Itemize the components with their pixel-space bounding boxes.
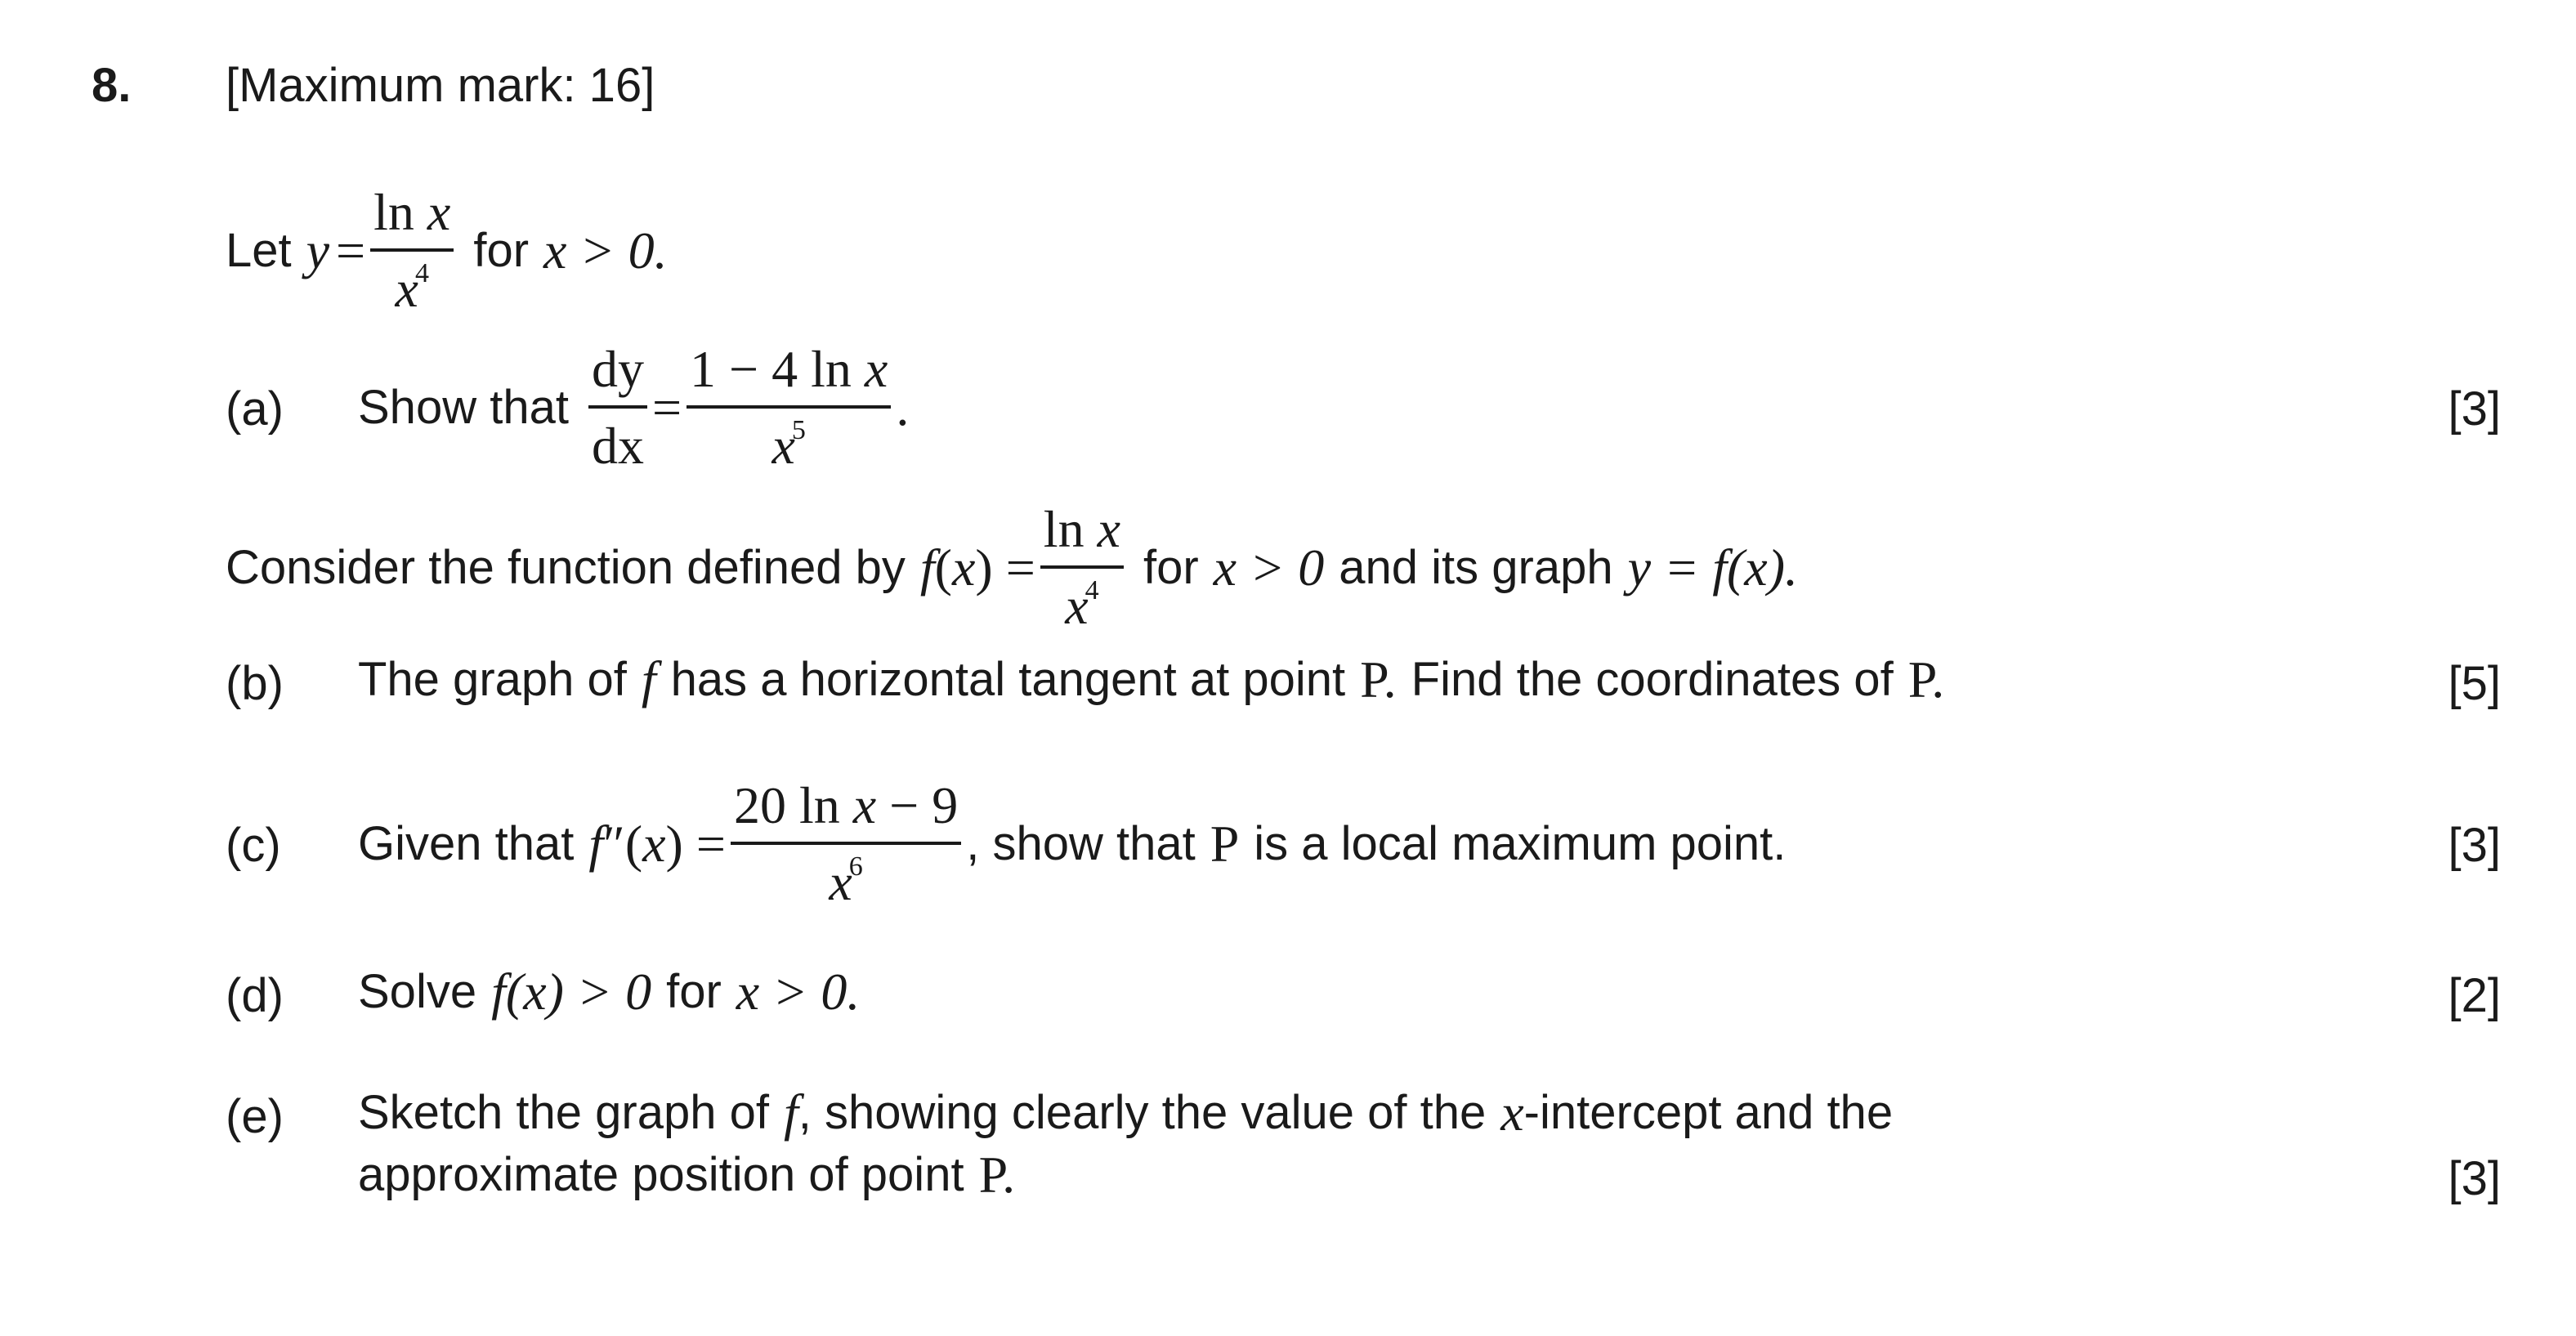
part-b-line xyxy=(358,650,1945,708)
part-b-text-2: has a horizontal tangent at point xyxy=(670,653,1346,706)
part-d-line xyxy=(358,963,861,1021)
part-d-for: for xyxy=(666,965,722,1018)
part-a-marks: [3] xyxy=(2448,382,2501,436)
consider-text-1: Consider the function defined by xyxy=(226,541,906,594)
part-c-fraction-bar xyxy=(731,842,961,845)
part-d-text-1: Solve xyxy=(358,965,477,1018)
part-c-fraction xyxy=(731,776,961,911)
intro-equals: = xyxy=(336,221,366,279)
part-c-text-3: is a local maximum point. xyxy=(1254,817,1787,870)
intro-fraction-numerator: ln x xyxy=(373,183,451,241)
part-b-point-2: P. xyxy=(1907,650,1945,708)
part-d-label: (d) xyxy=(226,969,284,1022)
consider-fraction-numerator: ln x xyxy=(1043,500,1120,558)
consider-line xyxy=(226,500,1799,635)
part-a-fraction-bar xyxy=(686,405,891,409)
part-e-line-1 xyxy=(358,1084,1894,1142)
consider-graph-equation: y = f(x). xyxy=(1627,538,1799,597)
part-e-text-4: approximate position of point xyxy=(358,1148,964,1201)
part-a-denominator: $x^5$ xyxy=(771,414,806,475)
part-c-line xyxy=(358,776,1787,911)
part-e-marks: [3] xyxy=(2448,1152,2501,1205)
part-d-condition: x > 0. xyxy=(736,963,861,1021)
part-c-second-derivative: f″(x) = xyxy=(588,815,726,873)
part-a-dy: dy xyxy=(591,340,644,398)
part-a-derivative-bar xyxy=(588,405,647,409)
question-number: 8. xyxy=(92,59,132,112)
consider-fraction-denominator: $x^4$ xyxy=(1065,574,1099,635)
part-d-inequality: f(x) > 0 xyxy=(491,963,652,1021)
intro-condition: x > 0. xyxy=(543,221,668,279)
part-a-label: (a) xyxy=(226,382,284,436)
consider-fraction-bar xyxy=(1040,565,1124,569)
intro-fraction-bar xyxy=(370,248,454,252)
consider-function-name: f(x) = xyxy=(919,538,1035,597)
part-c-label: (c) xyxy=(226,819,281,872)
part-a-text: Show that xyxy=(358,381,569,434)
part-c-denominator: $x^6$ xyxy=(829,851,863,911)
part-e-text-1: Sketch the graph of xyxy=(358,1086,769,1139)
part-a-dx: dx xyxy=(591,417,644,475)
part-e-point: P. xyxy=(978,1146,1016,1204)
part-b-label: (b) xyxy=(226,657,284,710)
part-e-text-3: -intercept and the xyxy=(1523,1086,1894,1139)
part-e-f: f xyxy=(784,1084,798,1142)
part-a-equals: = xyxy=(651,378,682,436)
part-c-numerator: 20 ln x − 9 xyxy=(733,776,959,834)
part-c-point: P xyxy=(1210,815,1240,873)
consider-text-2: and its graph xyxy=(1339,541,1613,594)
part-b-f: f xyxy=(641,650,656,708)
consider-fraction xyxy=(1040,500,1124,635)
intro-let: Let xyxy=(226,224,292,277)
part-c-text-1: Given that xyxy=(358,817,575,870)
part-d-marks: [2] xyxy=(2448,969,2501,1022)
consider-for: for xyxy=(1143,541,1199,594)
part-b-text-1: The graph of xyxy=(358,653,627,706)
part-c-marks: [3] xyxy=(2448,819,2501,872)
intro-fraction xyxy=(370,183,454,318)
part-a-derivative xyxy=(588,340,647,475)
part-a-period: . xyxy=(896,378,910,436)
part-a-numerator: 1 − 4 ln x xyxy=(690,340,888,398)
part-e-line-2 xyxy=(358,1146,1016,1204)
part-e-x: x xyxy=(1500,1084,1524,1142)
intro-for: for xyxy=(473,224,530,277)
intro-line xyxy=(226,183,668,318)
part-a-line xyxy=(358,340,910,475)
part-b-text-3: Find the coordinates of xyxy=(1411,653,1894,706)
part-e-label: (e) xyxy=(226,1090,284,1143)
part-a-fraction xyxy=(686,340,891,475)
intro-y-variable: y xyxy=(306,221,330,279)
part-e-text-2: , showing clearly the value of the xyxy=(798,1086,1487,1139)
consider-condition: x > 0 xyxy=(1213,538,1325,597)
maximum-mark: [Maximum mark: 16] xyxy=(226,59,655,112)
intro-fraction-denominator: $x^4$ xyxy=(395,257,429,318)
part-b-marks: [5] xyxy=(2448,657,2501,710)
part-c-text-2: , show that xyxy=(966,817,1196,870)
part-b-point-1: P. xyxy=(1360,650,1397,708)
